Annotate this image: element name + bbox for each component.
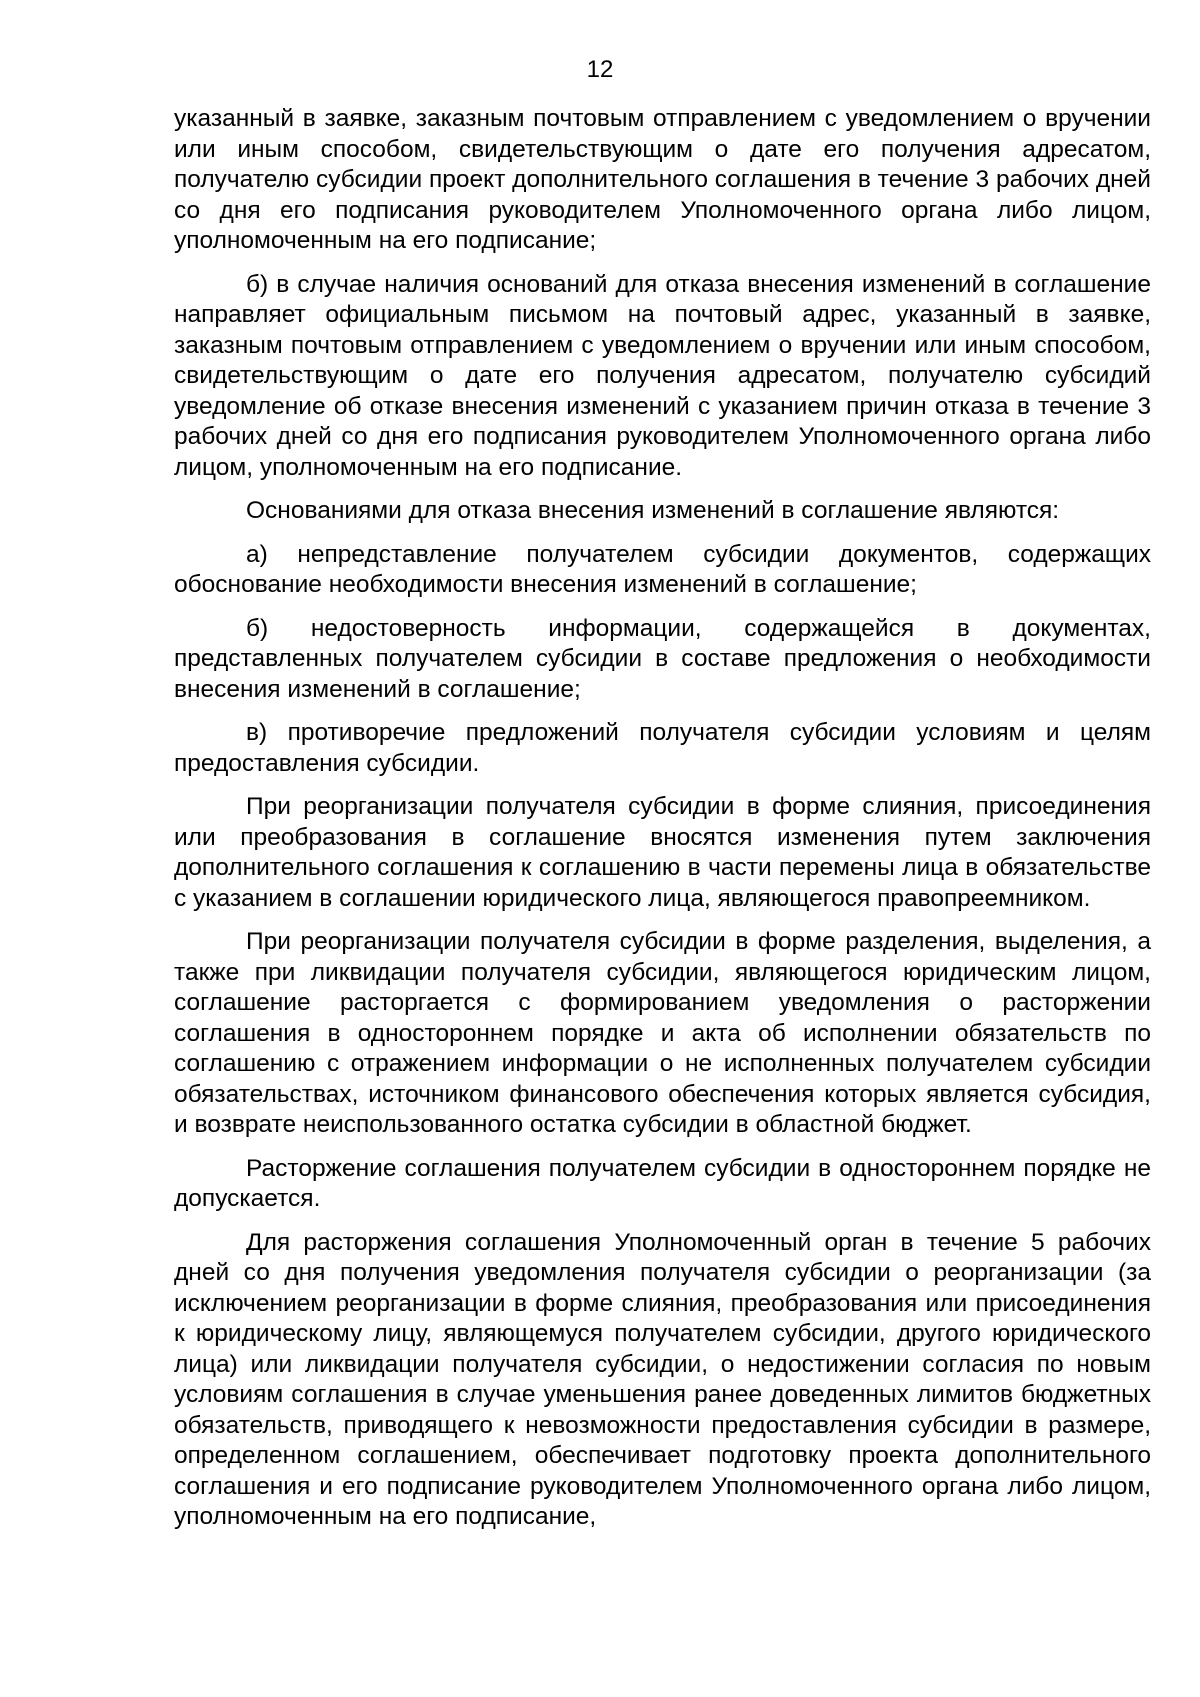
- paragraph-ground-b: б) недостоверность информации, содержащейся в документах, представленных получателем субсидии в составе предложения о необходимости внесения изменений в соглашение;: [174, 614, 1151, 703]
- paragraph-grounds-heading: Основаниями для отказа внесения изменений в соглашение являются:: [246, 497, 1060, 524]
- paragraph-item-b-refusal: б) в случае наличия оснований для отказа внесения изменений в соглашение направляет официальным письмом на почтовый адрес, указанный в заявке, заказным почтовым отправлением с уведомлением о вручении или иным способом, свидетельствующим о дате его получения адресатом, получателю субсидий уведомление об отказе внесения изменений с указанием причин отказа в течение 3 рабочих дней со дня его подписания руководителем Уполномоченного органа либо лицом, уполномоченным на его подписание.: [174, 270, 1151, 481]
- paragraph-unilateral-termination: Расторжение соглашения получателем субсидии в одностороннем порядке не допускается.: [174, 1154, 1151, 1212]
- paragraph-termination-procedure: Для расторжения соглашения Уполномоченный орган в течение 5 рабочих дней со дня получения уведомления получателя субсидии о реорганизации (за исключением реорганизации в форме слияния, преобразования или присоединения к юридическому лицу, являющемуся получателем субсидии, другого юридического лица) или ликвидации получателя субсидии, о недостижении согласия по новым условиям соглашения в случае уменьшения ранее доведенных лимитов бюджетных обязательств, приводящего к невозможности предоставления субсидии в размере, определенном соглашением, обеспечивает подготовку проекта дополнительного соглашения и его подписание руководителем Уполномоченного органа либо лицом, уполномоченным на его подписание,: [174, 1228, 1151, 1530]
- paragraph-reorganization-merger: При реорганизации получателя субсидии в форме слияния, присоединения или преобразования в соглашение вносятся изменения путем заключения дополнительного соглашения к соглашению в части перемены лица в обязательстве с указанием в соглашении юридического лица, являющегося правопреемником.: [174, 793, 1151, 912]
- paragraph-continuation: указанный в заявке, заказным почтовым отправлением с уведомлением о вручении или иным способом, свидетельствующим о дате его получения адресатом, получателю субсидии проект дополнительного соглашения в течение 3 рабочих дней со дня его подписания руководителем Уполномоченного органа либо лицом, уполномоченным на его подписание;: [174, 105, 1151, 254]
- paragraph-ground-v: в) противоречие предложений получателя субсидии условиям и целям предоставления субсидии.: [174, 719, 1151, 777]
- paragraph-reorganization-division: При реорганизации получателя субсидии в форме разделения, выделения, а также при ликвидации получателя субсидии, являющегося юридическим лицом, соглашение расторгается с формированием уведомления о расторжении соглашения в одностороннем порядке и акта об исполнении обязательств по соглашению с отражением информации о не исполненных получателем субсидии обязательствах, источником финансового обеспечения которых является субсидия, и возврате неиспользованного остатка субсидии в областной бюджет.: [174, 928, 1151, 1138]
- page-number: 12: [586, 56, 614, 83]
- document-body: [174, 104, 1151, 1546]
- paragraph-ground-a: а) непредставление получателем субсидии документов, содержащих обоснование необходимости внесения изменений в соглашение;: [174, 540, 1151, 598]
